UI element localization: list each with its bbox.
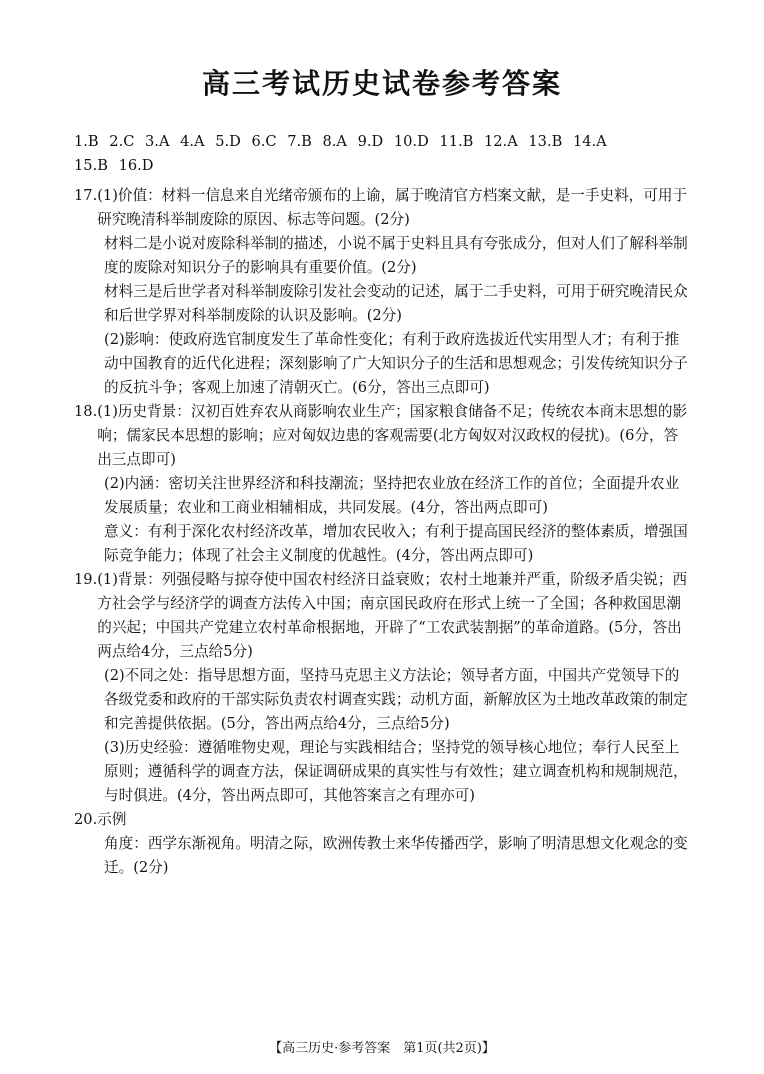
- answers-line-1: 1.B 2.C 3.A 4.A 5.D 6.C 7.B 8.A 9.D 10.D 11.B 12.A 13.B 14.A: [74, 133, 607, 150]
- answer-paragraph: (2)内涵：密切关注世界经济和科技潮流；坚持把农业放在经济工作的首位；全面提升农业发展质量；农业和工商业相辅相成，共同发展。(4分，答出两点即可): [104, 475, 680, 516]
- answer-content: [74, 130, 692, 880]
- answer-paragraph: 角度：西学东渐视角。明清之际，欧洲传教士来华传播西学，影响了明清思想文化观念的变迁。(2分): [104, 835, 688, 876]
- question-18: [74, 400, 692, 568]
- answer-paragraph: (1)历史背景：汉初百姓弃农从商影响农业生产；国家粮食储备不足；传统农本商末思想的影响；儒家民本思想的影响；应对匈奴边患的客观需要(北方匈奴对汉政权的侵扰)。(6分，答出三点即可): [97, 403, 688, 468]
- answer-paragraph: (1)价值：材料一信息来自光绪帝颁布的上谕，属于晚清官方档案文献，是一手史料，可用于研究晚清科举制废除的原因、标志等问题。(2分): [97, 187, 688, 228]
- question-number: 20.: [74, 811, 98, 828]
- question-19: [74, 568, 692, 808]
- answer-paragraph: (2)不同之处：指导思想方面，坚持马克思主义方法论；领导者方面，中国共产党领导下的各级党委和政府的干部实际负责农村调查实践；动机方面，新解放区为土地改革政策的制定和完善提供依据。(5分，答出两点给4分，三点给5分): [104, 667, 688, 732]
- question-number: 17.: [74, 187, 98, 204]
- page-title: 高三考试历史试卷参考答案: [201, 67, 562, 100]
- answers-line-2: 15.B 16.D: [74, 157, 154, 174]
- example-heading: 示例: [97, 811, 127, 828]
- page-footer: 【高三历史·参考答案 第1页(共2页)】: [269, 1041, 495, 1056]
- question-17: [74, 184, 692, 400]
- question-number: 19.: [74, 571, 98, 588]
- question-20: [74, 808, 692, 880]
- answer-paragraph: 意义：有利于深化农村经济改革，增加农民收入；有利于提高国民经济的整体素质，增强国际竞争能力；体现了社会主义制度的优越性。(4分，答出两点即可): [104, 523, 688, 564]
- question-number: 18.: [74, 403, 98, 420]
- answer-paragraph: 材料三是后世学者对科举制废除引发社会变动的记述，属于二手史料，可用于研究晚清民众和后世学界对科举制废除的认识及影响。(2分): [104, 283, 688, 324]
- multiple-choice-answers: [74, 130, 692, 178]
- answer-paragraph: (3)历史经验：遵循唯物史观，理论与实践相结合；坚持党的领导核心地位；奉行人民至上原则；遵循科学的调查方法，保证调研成果的真实性与有效性；建立调查机构和规制规范，与时俱进。(4分，答出两点即可，其他答案言之有理亦可): [104, 739, 688, 804]
- answer-paragraph: (2)影响：使政府选官制度发生了革命性变化；有利于政府选拔近代实用型人才；有利于推动中国教育的近代化进程；深刻影响了广大知识分子的生活和思想观念；引发传统知识分子的反抗斗争；客观上加速了清朝灭亡。(6分，答出三点即可): [104, 331, 688, 396]
- answer-paragraph: 材料二是小说对废除科举制的描述，小说不属于史料且具有夸张成分，但对人们了解科举制度的废除对知识分子的影响具有重要价值。(2分): [104, 235, 688, 276]
- answer-paragraph: (1)背景：列强侵略与掠夺使中国农村经济日益衰败；农村土地兼并严重，阶级矛盾尖锐；西方社会学与经济学的调查方法传入中国；南京国民政府在形式上统一了全国；各种救国思潮的兴起；中国共产党建立农村革命根据地，开辟了“工农武装割据”的革命道路。(5分，答出两点给4分，三点给5分): [97, 571, 688, 660]
